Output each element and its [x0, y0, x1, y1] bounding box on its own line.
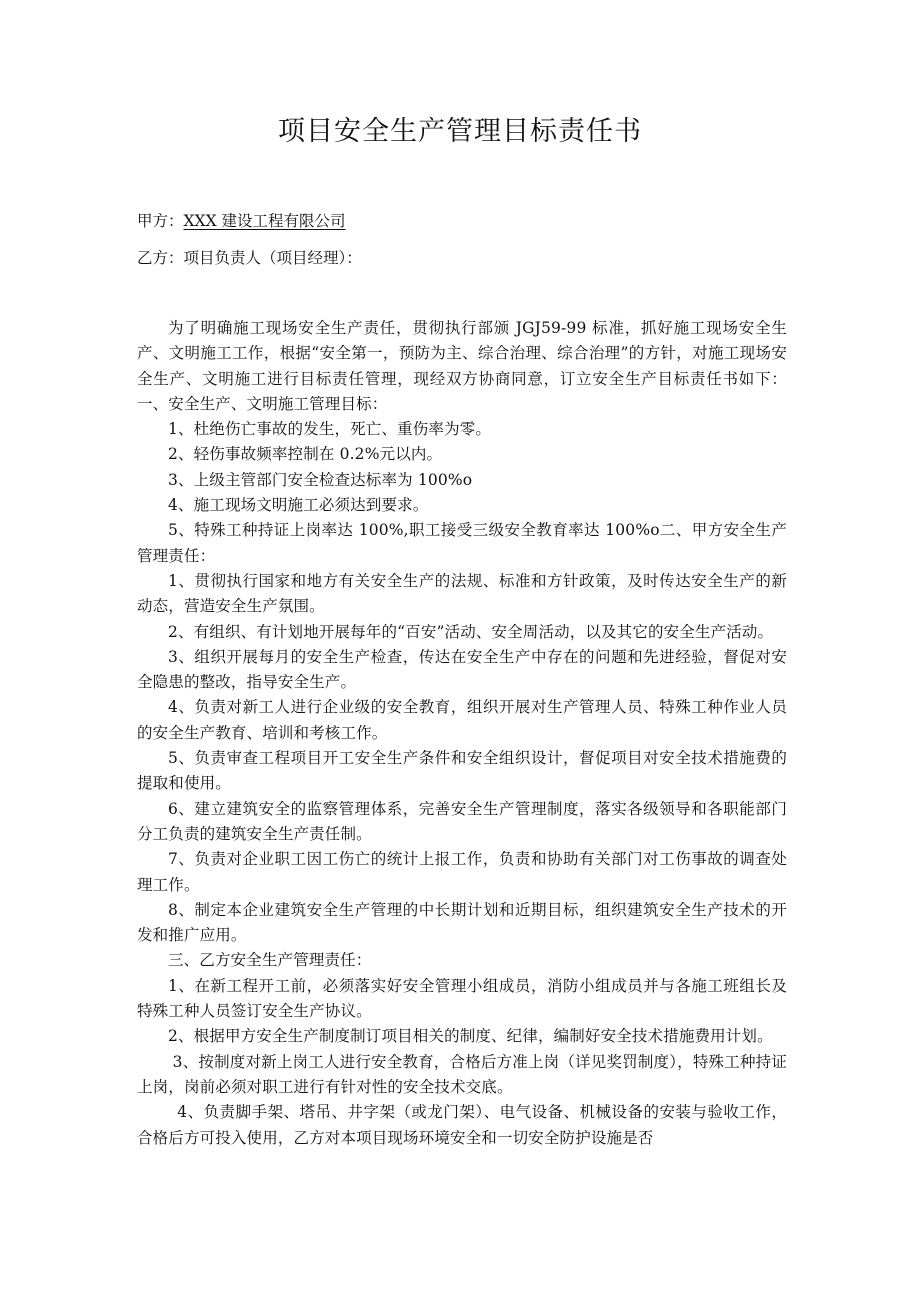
paragraph-party-b-duty-4: 4、负责脚手架、塔吊、井字架（或龙门架）、电气设备、机械设备的安装与验收工作，合格后方可投入使用，乙方对本项目现场环境安全和一切安全防护设施是否 — [137, 1103, 787, 1147]
paragraph-goal-5: 5、特殊工种持证上岗率达 100%,职工接受三级安全教育率达 100%o二、甲方安全生产管理责任： — [137, 521, 787, 565]
party-b-line: 乙方：项目负责人（项目经理）： — [137, 249, 362, 267]
document-title: 项目安全生产管理目标责任书 — [278, 116, 642, 147]
paragraph-party-b-duty-1: 1、在新工程开工前，必须落实好安全管理小组成员，消防小组成员并与各施工班组长及特殊工种人员签订安全生产协议。 — [137, 976, 787, 1021]
paragraph-party-a-duty-2: 2、有组织、有计划地开展每年的“百安”活动、安全周活动，以及其它的安全生产活动。 — [168, 622, 774, 641]
paragraph-party-a-duty-4: 4、负责对新工人进行企业级的安全教育，组织开展对生产管理人员、特殊工种作业人员的安全生产教育、培训和考核工作。 — [137, 698, 787, 742]
paragraph-goal-2: 2、轻伤事故频率控制在 0.2%元以内。 — [168, 445, 443, 464]
paragraph-party-a-duty-3: 3、组织开展每月的安全生产检查，传达在安全生产中存在的问题和先进经验，督促对安全隐患的整改，指导安全生产。 — [137, 647, 787, 692]
paragraph-goal-4: 4、施工现场文明施工必须达到要求。 — [168, 496, 429, 515]
paragraph-party-a-duty-6: 6、建立建筑安全的监察管理体系，完善安全生产管理制度，落实各级领导和各职能部门分工负责的建筑安全生产责任制。 — [137, 799, 787, 843]
paragraph-party-a-duty-5: 5、负责审查工程项目开工安全生产条件和安全组织设计，督促项目对安全技术措施费的提取和使用。 — [137, 749, 787, 793]
paragraph-party-a-duty-8: 8、制定本企业建筑安全生产管理的中长期计划和近期目标，组织建筑安全生产技术的开发和推广应用。 — [137, 900, 787, 945]
party-a-line — [137, 209, 346, 233]
paragraph-intro: 为了明确施工现场安全生产责任，贯彻执行部颁 JGJ59-99 标准，抓好施工现场安全生产、文明施工工作，根据“安全第一，预防为主、综合治理、综合治理”的方针，对施工现场安全生产、文明施工进行目标责任管理，现经双方协商同意，订立安全生产目标责任书如下：一、安全生产、文明施工管理目标： — [137, 319, 787, 413]
paragraph-party-b-duty-3: 3、按制度对新上岗工人进行安全教育，合格后方准上岗（详见奖罚制度），特殊工种持证上岗，岗前必须对职工进行有针对性的安全技术交底。 — [137, 1052, 787, 1096]
paragraph-party-b-duty-2: 2、根据甲方安全生产制度制订项目相关的制度、纪律，编制好安全技术措施费用计划。 — [168, 1027, 773, 1046]
section-heading-party-b: 三、乙方安全生产管理责任： — [168, 951, 372, 970]
party-a-label: 甲方： — [137, 212, 184, 230]
paragraph-party-a-duty-1: 1、贯彻执行国家和地方有关安全生产的法规、标准和方针政策，及时传达安全生产的新动态，营造安全生产氛围。 — [137, 571, 787, 616]
paragraph-party-a-duty-7: 7、负责对企业职工因工伤亡的统计上报工作，负责和协助有关部门对工伤事故的调查处理工作。 — [137, 850, 787, 894]
paragraph-goal-3: 3、上级主管部门安全检查达标率为 100%o — [168, 470, 473, 489]
document-body — [137, 316, 787, 1151]
party-a-company: XXX 建设工程有限公司 — [183, 212, 346, 230]
paragraph-goal-1: 1、杜绝伤亡事故的发生，死亡、重伤率为零。 — [168, 420, 492, 439]
